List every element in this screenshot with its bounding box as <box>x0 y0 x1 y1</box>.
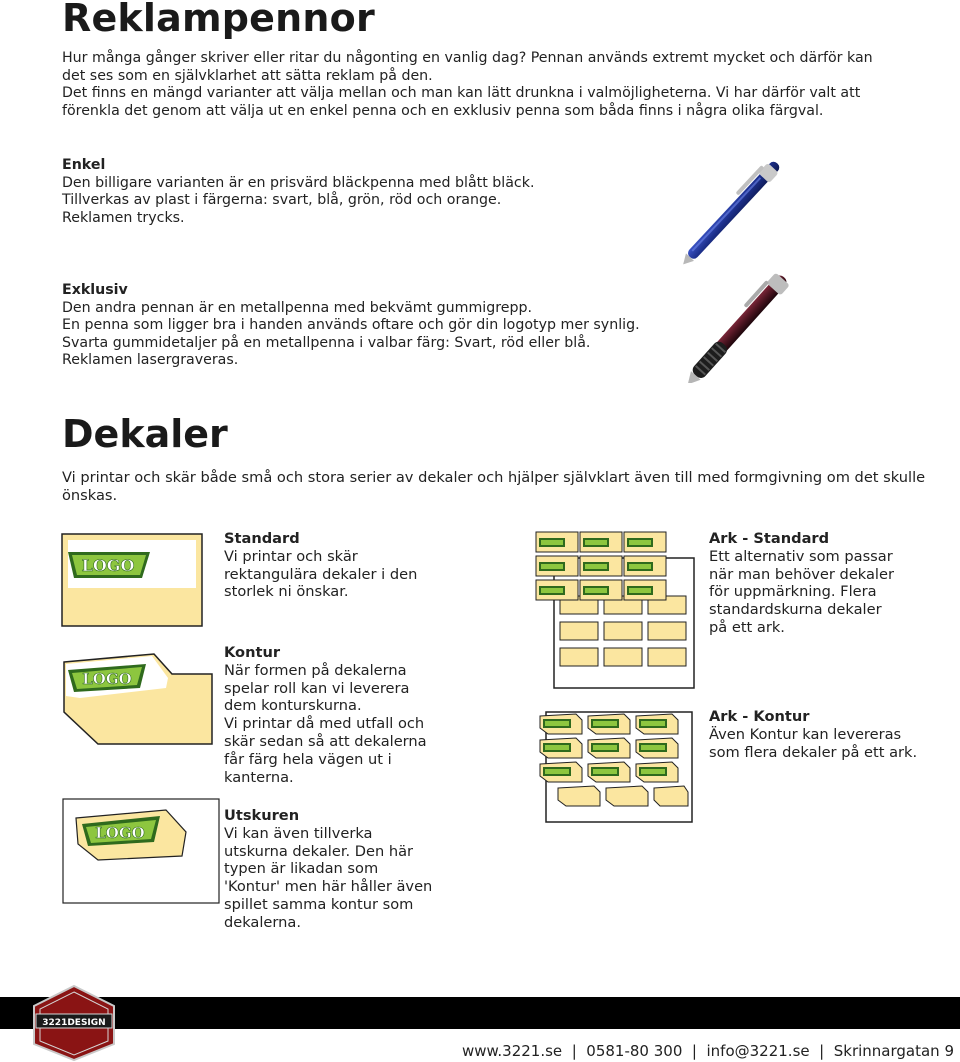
ark-kontur-section <box>709 708 954 761</box>
kontur-line: kanterna. <box>224 768 294 786</box>
ark-standard-sheet-image <box>534 530 696 690</box>
utskuren-line: Vi kan även tillverka <box>224 824 373 842</box>
brand-logo <box>30 984 118 1062</box>
logo-text: LOGO <box>95 824 145 842</box>
kontur-sticker-image <box>60 648 220 753</box>
exklusiv-heading: Exklusiv <box>62 282 128 298</box>
ark-standard-line: när man behöver dekaler <box>709 565 894 583</box>
blue-pen-image <box>676 150 796 265</box>
utskuren-line: typen är likadan som <box>224 860 379 878</box>
ark-standard-section <box>709 530 949 637</box>
exklusiv-section <box>62 282 682 370</box>
enkel-line: Tillverkas av plast i färgerna: svart, blå, grön, röd och orange. <box>62 192 502 209</box>
intro-line: Vi printar och skär både små och stora serier av dekaler och hjälper självklart även till med formgivning om det skulle <box>62 469 926 486</box>
kontur-line: När formen på dekalerna <box>224 661 407 679</box>
intro-line: önskas. <box>62 486 118 504</box>
standard-line: storlek ni önskar. <box>224 583 349 601</box>
kontur-line: skär sedan så att dekalerna <box>224 732 427 750</box>
enkel-line: Reklamen trycks. <box>62 209 185 226</box>
utskuren-line: 'Kontur' men här håller även <box>224 878 433 896</box>
ark-standard-line: på ett ark. <box>709 618 785 636</box>
utskuren-section <box>224 807 444 932</box>
enkel-heading: Enkel <box>62 157 106 173</box>
intro-line: Hur många gånger skriver eller ritar du någonting en vanlig dag? Pennan används extremt mycket och därför kan <box>62 50 873 66</box>
logo-text: LOGO <box>81 556 135 575</box>
section-title-dekaler: Dekaler <box>62 412 228 456</box>
ark-standard-line: för uppmärkning. Flera <box>709 583 877 601</box>
logo-text: LOGO <box>82 670 132 688</box>
standard-line: Vi printar och skär <box>224 547 358 565</box>
utskuren-line: dekalerna. <box>224 913 301 931</box>
intro-line: förenkla det genom att välja ut en enkel penna och en exklusiv penna som båda finns i några olika färgval. <box>62 102 824 119</box>
kontur-heading: Kontur <box>224 644 281 661</box>
utskuren-line: utskurna dekaler. Den här <box>224 842 414 860</box>
enkel-section <box>62 157 662 227</box>
utskuren-heading: Utskuren <box>224 807 300 824</box>
kontur-section <box>224 644 444 786</box>
utskuren-sticker-image <box>62 798 222 908</box>
page-title: Reklampennor <box>62 0 375 40</box>
brand-text: 3221DESIGN <box>42 1018 106 1028</box>
ark-standard-line: Ett alternativ som passar <box>709 547 893 565</box>
pennor-intro <box>62 50 952 120</box>
small-logo-stickers <box>536 532 666 600</box>
ark-standard-line: standardskurna dekaler <box>709 601 882 619</box>
exklusiv-line: Reklamen lasergraveras. <box>62 352 239 369</box>
utskuren-line: spillet samma kontur som <box>224 895 414 913</box>
ark-standard-heading: Ark - Standard <box>709 530 830 547</box>
kontur-line: får färg hela vägen ut i <box>224 750 392 768</box>
enkel-line: Den billigare varianten är en prisvärd bläckpenna med blått bläck. <box>62 174 535 191</box>
metal-pen-image <box>680 268 802 383</box>
intro-line: Det finns en mängd varianter att välja mellan och man kan lätt drunkna i valmöjligheterna. Vi har därför valt att <box>62 85 861 102</box>
ark-kontur-line: Även Kontur kan levereras <box>709 725 902 743</box>
kontur-line: Vi printar då med utfall och <box>224 715 425 733</box>
standard-sticker-image <box>60 532 210 632</box>
kontur-line: spelar roll kan vi leverera <box>224 679 410 697</box>
footer-bar <box>0 997 960 1029</box>
exklusiv-line: Den andra pennan är en metallpenna med bekvämt gummigrepp. <box>62 299 533 316</box>
standard-section <box>224 530 444 601</box>
standard-heading: Standard <box>224 530 300 547</box>
exklusiv-line: Svarta gummidetaljer på en metallpenna i valbar färg: Svart, röd eller blå. <box>62 334 591 351</box>
kontur-line: dem konturskurna. <box>224 697 362 715</box>
standard-line: rektangulära dekaler i den <box>224 565 418 583</box>
dekaler-intro <box>62 469 952 505</box>
exklusiv-line: En penna som ligger bra i handen används oftare och gör din logotyp mer synlig. <box>62 317 640 334</box>
ark-kontur-heading: Ark - Kontur <box>709 708 810 725</box>
ark-kontur-sheet-image <box>536 708 696 826</box>
footer-contact: www.3221.se | 0581-80 300 | info@3221.se | Skrinnargatan 9 <box>461 1042 954 1060</box>
ark-kontur-line: som flera dekaler på ett ark. <box>709 743 918 761</box>
intro-line: det ses som en självklarhet att sätta reklam på den. <box>62 67 433 84</box>
